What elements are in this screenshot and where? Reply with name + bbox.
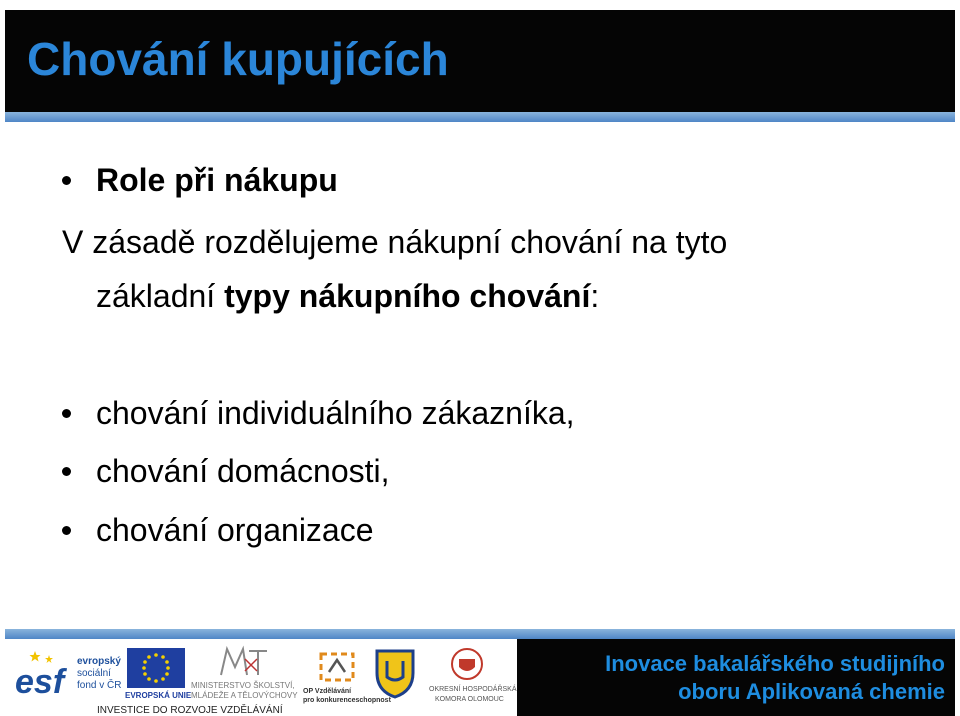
footer-logo-strip	[5, 639, 517, 716]
ohk-emblem-icon	[449, 647, 485, 681]
slide-title: Chování kupujících	[27, 33, 449, 85]
eu-flag-icon	[127, 648, 185, 688]
bullet-dot	[62, 526, 71, 535]
svg-text:esf: esf	[15, 663, 65, 699]
intro-line-1: V zásadě rozdělujeme nákupní chování na tyto	[62, 224, 728, 260]
bullet-dot	[62, 176, 71, 185]
ohk-text-1: OKRESNÍ HOSPODÁŘSKÁ	[429, 686, 517, 693]
footer-line-2: oboru Aplikovaná chemie	[678, 679, 945, 704]
esf-logo	[13, 647, 77, 699]
msmt-text-1: MINISTERSTVO ŠKOLSTVÍ,	[191, 681, 295, 690]
eu-text: EVROPSKÁ UNIE	[125, 691, 192, 700]
investice-text: INVESTICE DO ROZVOJE VZDĚLÁVÁNÍ	[97, 705, 283, 716]
esf-text-2: sociální	[77, 668, 111, 679]
intro-suffix: :	[590, 278, 600, 314]
esf-text-1: evropský	[77, 656, 121, 667]
bullet-dot	[62, 467, 71, 476]
list-item: chování individuálního zákazníka,	[96, 395, 575, 431]
ohk-text-2: KOMORA OLOMOUC	[435, 696, 504, 703]
esf-text-3: fond v ČR	[77, 680, 122, 691]
op-text-1: OP Vzdělávání	[303, 688, 352, 695]
intro-emphasis: typy nákupního chování	[224, 278, 591, 314]
footer-stripe	[5, 629, 955, 639]
op-logo	[315, 648, 359, 686]
msmt-text-2: MLÁDEŽE A TĚLOVÝCHOVY	[191, 691, 298, 700]
heading-bullet: Role při nákupu	[96, 162, 338, 198]
up-shield-logo	[373, 647, 417, 699]
msmt-logo	[217, 645, 273, 679]
op-text-2: pro konkurenceschopnost	[303, 697, 391, 704]
bullet-dot	[62, 409, 71, 418]
list-item: chování organizace	[96, 512, 374, 548]
intro-line-2	[96, 276, 599, 316]
list-item: chování domácnosti,	[96, 453, 390, 489]
footer-line-1: Inovace bakalářského studijního	[605, 651, 945, 676]
footer-caption-box	[517, 639, 955, 716]
intro-prefix: základní	[96, 278, 225, 314]
